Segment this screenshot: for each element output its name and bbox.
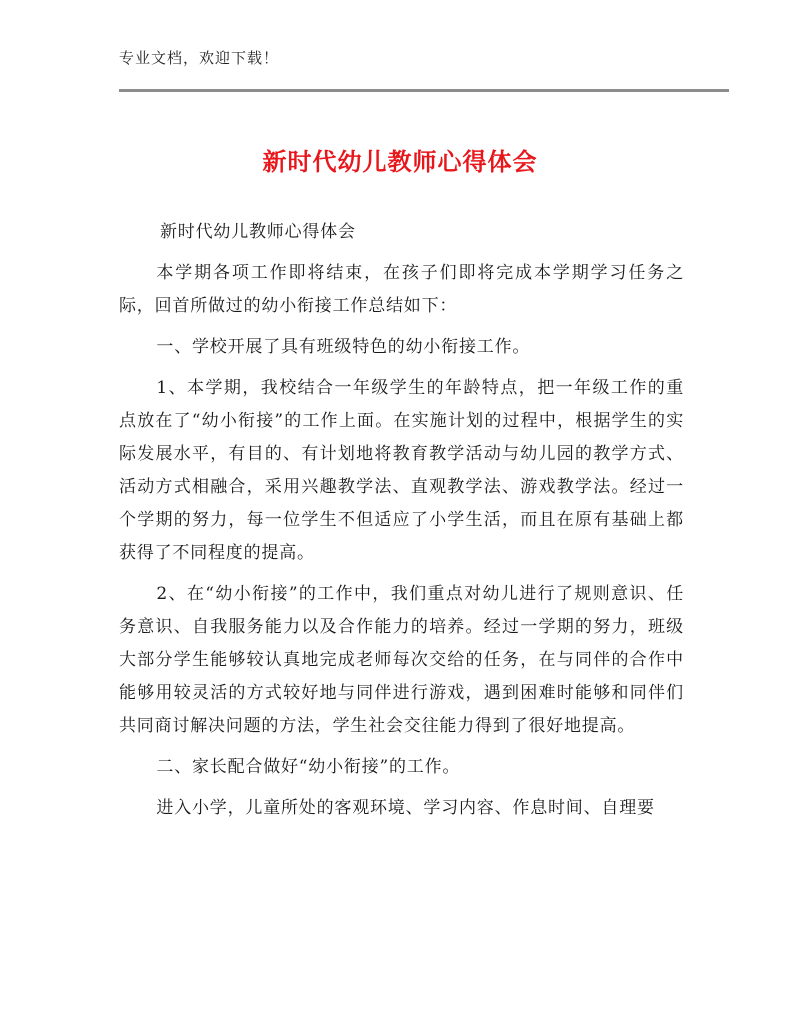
paragraph-section-1-heading: 一、学校开展了具有班级特色的幼小衔接工作。 <box>156 337 531 357</box>
header-divider <box>119 89 729 92</box>
document-title: 新时代幼儿教师心得体会 <box>262 148 538 176</box>
paragraph-section-2-body: 进入小学，儿童所处的客观环境、学习内容、作息时间、自理要 <box>156 798 655 818</box>
paragraph-section-2-heading: 二、家长配合做好“幼小衔接”的工作。 <box>156 757 461 777</box>
paragraph-item-1: 1、本学期，我校结合一年级学生的年龄特点，把一年级工作的重点放在了“幼小衔接”的工作上面。在实施计划的过程中，根据学生的实际发展水平，有目的、有计划地将教育教学活动与幼儿园的教学方式、活动方式相融合，采用兴趣教学法、直观教学法、游戏教学法。经过一个学期的努力，每一位学生不但适应了小学生活，而且在原有基础上都获得了不同程度的提高。 <box>119 378 684 563</box>
document-subtitle: 新时代幼儿教师心得体会 <box>160 222 356 242</box>
page-header-text: 专业文档，欢迎下载！ <box>119 49 280 67</box>
paragraph-item-2: 2、在“幼小衔接”的工作中，我们重点对幼儿进行了规则意识、任务意识、自我服务能力以及合作能力的培养。经过一学期的努力，班级大部分学生能够较认真地完成老师每次交给的任务，在与同伴的合作中能够用较灵活的方式较好地与同伴进行游戏，遇到困难时能够和同伴们共同商讨解决问题的方法，学生社会交往能力得到了很好地提高。 <box>119 584 684 736</box>
paragraph-intro: 本学期各项工作即将结束，在孩子们即将完成本学期学习任务之际，回首所做过的幼小衔接工作总结如下： <box>119 263 684 316</box>
document-body <box>119 216 684 833</box>
